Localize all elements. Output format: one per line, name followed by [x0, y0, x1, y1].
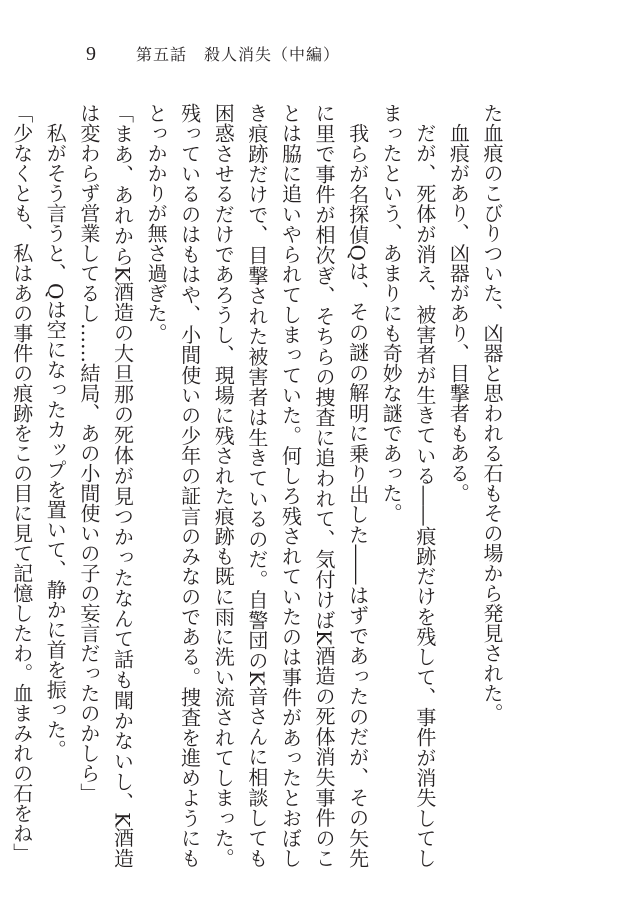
- paragraph-1: た血痕のこびりついた、凶器と思われる石もその場から発見された。: [480, 103, 504, 723]
- paragraph-4: 我らが名探偵Qは、その謎の解明に乗り出した――はずであったのだが、その矢先に里で事件が相次ぎ、そちらの捜査に追われて、気付けばK酒造の死体消失事件のことは脇に追いやられてしまっていた。何しろ残されていたのは事件があったとおぼしき痕跡だけで、目撃された被害者は生きているのだ。自警団のK音さんに相談しても困惑させるだけであろうし、現場に残された痕跡も既に雨に洗い流されてしまった。残っているのはもはや、小間使いの少年の証言のみなのである。捜査を進めようにもとっかかりが無さ過ぎた。: [144, 103, 370, 868]
- page-number: 9: [86, 43, 96, 65]
- paragraph-3: だが、死体が消え、被害者が生きている――痕跡だけを残して、事件が消失してしまったという、あまりにも奇妙な謎であった。: [379, 103, 437, 868]
- novel-text-block: [9, 103, 508, 868]
- paragraph-7: 「少なくとも、私はあの事件の痕跡をこの目に見て記憶したわ。血まみれの石をね」: [9, 103, 34, 863]
- paragraph-5: 「まあ、あれからK酒造の大旦那の死体が見つかったなんて話も聞かないし、K酒造は変わらず営業してるし……結局、あの小間使いの子の妄言だったのかしら」: [76, 103, 135, 868]
- paragraph-8: [0, 103, 4, 868]
- running-title: 第五話 殺人消失（中編）: [136, 45, 341, 64]
- paragraph-2: 血痕があり、凶器があり、目撃者もある。: [446, 123, 471, 503]
- paragraph-6: 私がそう言うと、Qは空になったカップを置いて、静かに首を振った。: [43, 123, 68, 760]
